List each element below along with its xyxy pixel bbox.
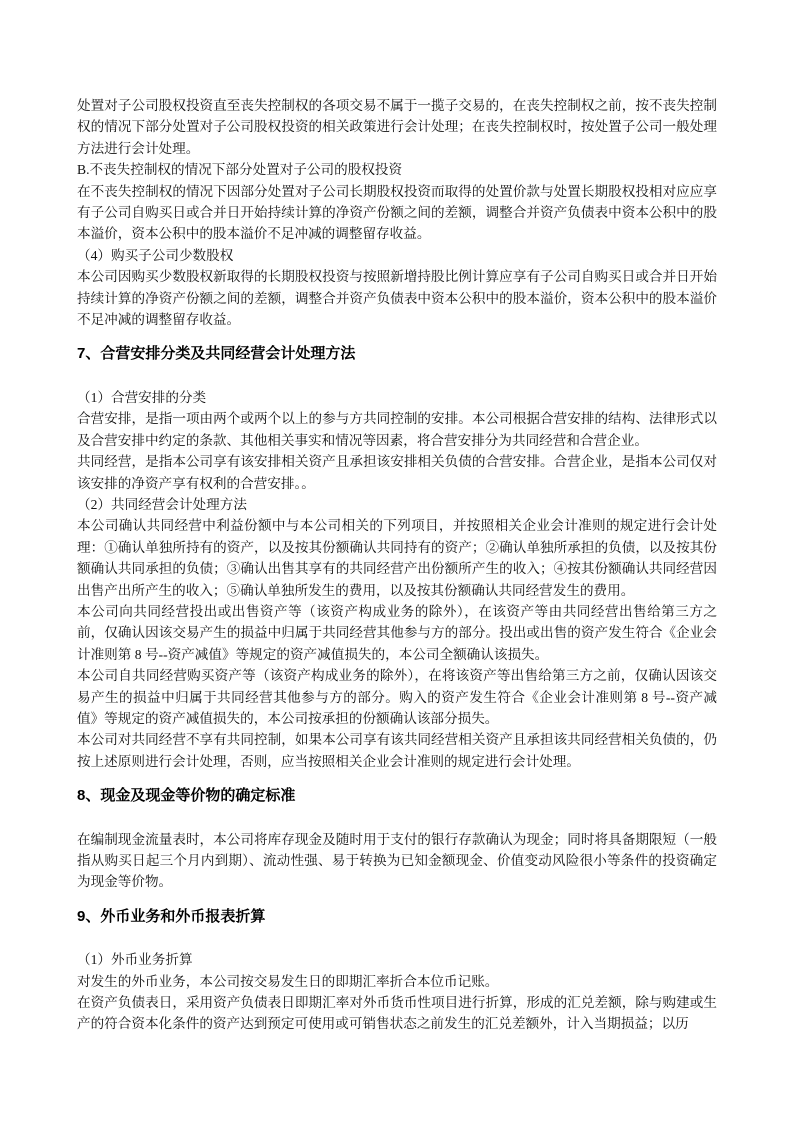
section-heading-9: 9、外币业务和外币报表折算 <box>77 907 266 925</box>
paragraph: 本公司自共同经营购买资产等（该资产构成业务的除外），在将该资产等出售给第三方之前，仅确认因该交易产生的损益中归属于共同经营其他参与方的部分。购入的资产发生符合《企业会计准则第 8 号--资产减值》等规定的资产减值损失的，本公司按承担的份额确认该部分损失。 <box>77 668 717 726</box>
paragraph: 本公司确认共同经营中利益份额中与本公司相关的下列项目，并按照相关企业会计准则的规定进行会计处理：①确认单独所持有的资产，以及按其份额确认共同持有的资产；②确认单独所承担的负债，以及按其份额确认共同承担的负债；③确认出售其享有的共同经营产出份额所产生的收入；④按其份额确认共同经营因出售产出所产生的收入；⑤确认单独所发生的费用，以及按其份额确认共同经营发生的费用。 <box>77 518 717 598</box>
paragraph: B.不丧失控制权的情况下部分处置对子公司的股权投资 <box>77 162 403 178</box>
sub-item-label: （4）购买子公司少数股权 <box>77 247 234 263</box>
section-heading-8: 8、现金及现金等价物的确定标准 <box>77 787 296 805</box>
paragraph: 在编制现金流量表时，本公司将库存现金及随时用于支付的银行存款确认为现金；同时将具备期限短（一般指从购买日起三个月内到期）、流动性强、易于转换为已知金额现金、价值变动风险很小等条件的投资确定为现金等价物。 <box>77 831 717 890</box>
paragraph: 合营安排，是指一项由两个或两个以上的参与方共同控制的安排。本公司根据合营安排的结构、法律形式以及合营安排中约定的条款、其他相关事实和情况等因素，将合营安排分为共同经营和合营企业。 <box>77 411 717 448</box>
sub-item-label: （1）外币业务折算 <box>77 952 193 968</box>
paragraph: 在不丧失控制权的情况下因部分处置对子公司长期股权投资而取得的处置价款与处置长期股权投相对应应享有子公司自购买日或合并日开始持续计算的净资产份额之间的差额，调整合并资产负债表中资本公积中的股本溢价，资本公积中的股本溢价不足冲减的调整留存收益。 <box>77 183 717 242</box>
paragraph: 在资产负债表日，采用资产负债表日即期汇率对外币货币性项目进行折算，形成的汇兑差额，除与购建或生产的符合资本化条件的资产达到预定可使用或可销售状态之前发生的汇兑差额外，计入当期损益；以历 <box>77 995 717 1032</box>
paragraph: 本公司因购买少数股权新取得的长期股权投资与按照新增持股比例计算应享有子公司自购买日或合并日开始持续计算的净资产份额之间的差额，调整合并资产负债表中资本公积中的股本溢价，资本公积中的股本溢价不足冲减的调整留存收益。 <box>77 269 717 328</box>
paragraph: 共同经营，是指本公司享有该安排相关资产且承担该安排相关负债的合营安排。合营企业，是指本公司仅对该安排的净资产享有权利的合营安排。。 <box>77 454 717 491</box>
paragraph: 对发生的外币业务，本公司按交易发生日的即期汇率折合本位币记账。 <box>77 973 499 989</box>
paragraph: 本公司向共同经营投出或出售资产等（该资产构成业务的除外），在该资产等由共同经营出售给第三方之前，仅确认因该交易产生的损益中归属于共同经营其他参与方的部分。投出或出售的资产发生符合《企业会计准则第 8 号--资产减值》等规定的资产减值损失的，本公司全额确认该损失。 <box>77 603 717 662</box>
paragraph: 本公司对共同经营不享有共同控制，如果本公司享有该共同经营相关资产且承担该共同经营相关负债的，仍按上述原则进行会计处理，否则，应当按照相关企业会计准则的规定进行会计处理。 <box>77 732 717 769</box>
section-heading-7: 7、合营安排分类及共同经营会计处理方法 <box>77 345 356 363</box>
paragraph: 处置对子公司股权投资直至丧失控制权的各项交易不属于一揽子交易的，在丧失控制权之前，按不丧失控制权的情况下部分处置对子公司股权投资的相关政策进行会计处理；在丧失控制权时，按处置子公司一般处理方法进行会计处理。 <box>77 98 717 156</box>
sub-item-label: （2）共同经营会计处理方法 <box>77 496 247 512</box>
sub-item-label: （1）合营安排的分类 <box>77 389 207 405</box>
